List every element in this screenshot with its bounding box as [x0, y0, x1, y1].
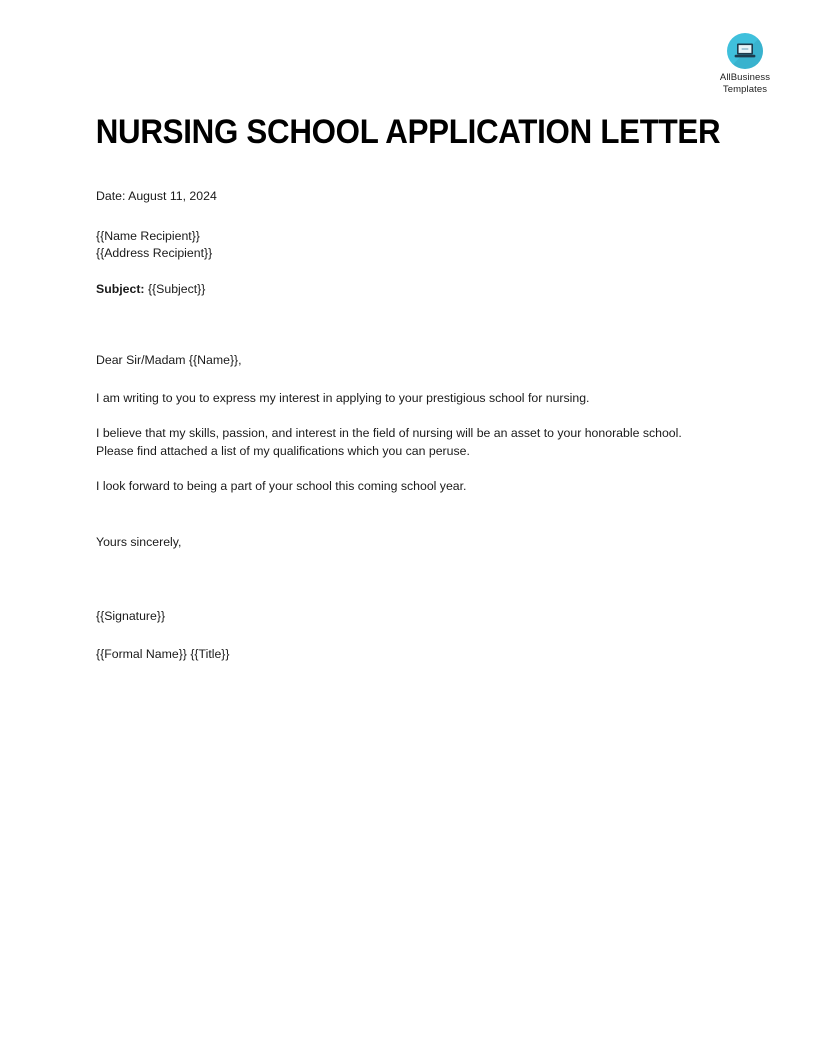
signer-name-title: {{Formal Name}} {{Title}}: [96, 646, 230, 661]
body-paragraph-2: I believe that my skills, passion, and interest in the field of nursing will be an asset to your honorable school. Please find attached a list of my qualifications which you can peruse.: [96, 426, 682, 458]
subject-line: [96, 281, 696, 299]
letter-body: [96, 188, 696, 663]
spacer: [96, 626, 696, 646]
logo-text: [697, 72, 793, 95]
logo-text-line1: AllBusiness: [719, 72, 771, 83]
spacer: [96, 206, 696, 228]
logo-circle: [727, 33, 763, 69]
signature-space: [96, 551, 696, 608]
subject-label: Subject:: [96, 281, 145, 296]
spacer: [96, 460, 696, 478]
signature-placeholder: {{Signature}}: [96, 609, 166, 623]
page-title: NURSING SCHOOL APPLICATION LETTER: [95, 113, 721, 151]
closing: Yours sincerely,: [96, 534, 182, 549]
spacer: [96, 407, 696, 425]
salutation: Dear Sir/Madam {{Name}},: [96, 353, 242, 367]
date-line: Date: August 11, 2024: [96, 189, 217, 203]
laptop-icon: [734, 43, 756, 60]
body-paragraph-1: I am writing to you to express my interest in applying to your prestigious school for nursing.: [96, 390, 590, 405]
logo-text-line2: Templates: [722, 83, 768, 95]
body-paragraph-3: I look forward to being a part of your school this coming school year.: [96, 479, 467, 493]
recipient-address: {{Address Recipient}}: [96, 246, 213, 260]
subject-value: {{Subject}}: [147, 281, 206, 296]
spacer: [96, 496, 696, 534]
allbusiness-templates-logo: [697, 33, 793, 95]
spacer: [96, 298, 696, 352]
spacer: [96, 370, 696, 390]
recipient-name: {{Name Recipient}}: [96, 228, 200, 243]
spacer: [96, 263, 696, 281]
